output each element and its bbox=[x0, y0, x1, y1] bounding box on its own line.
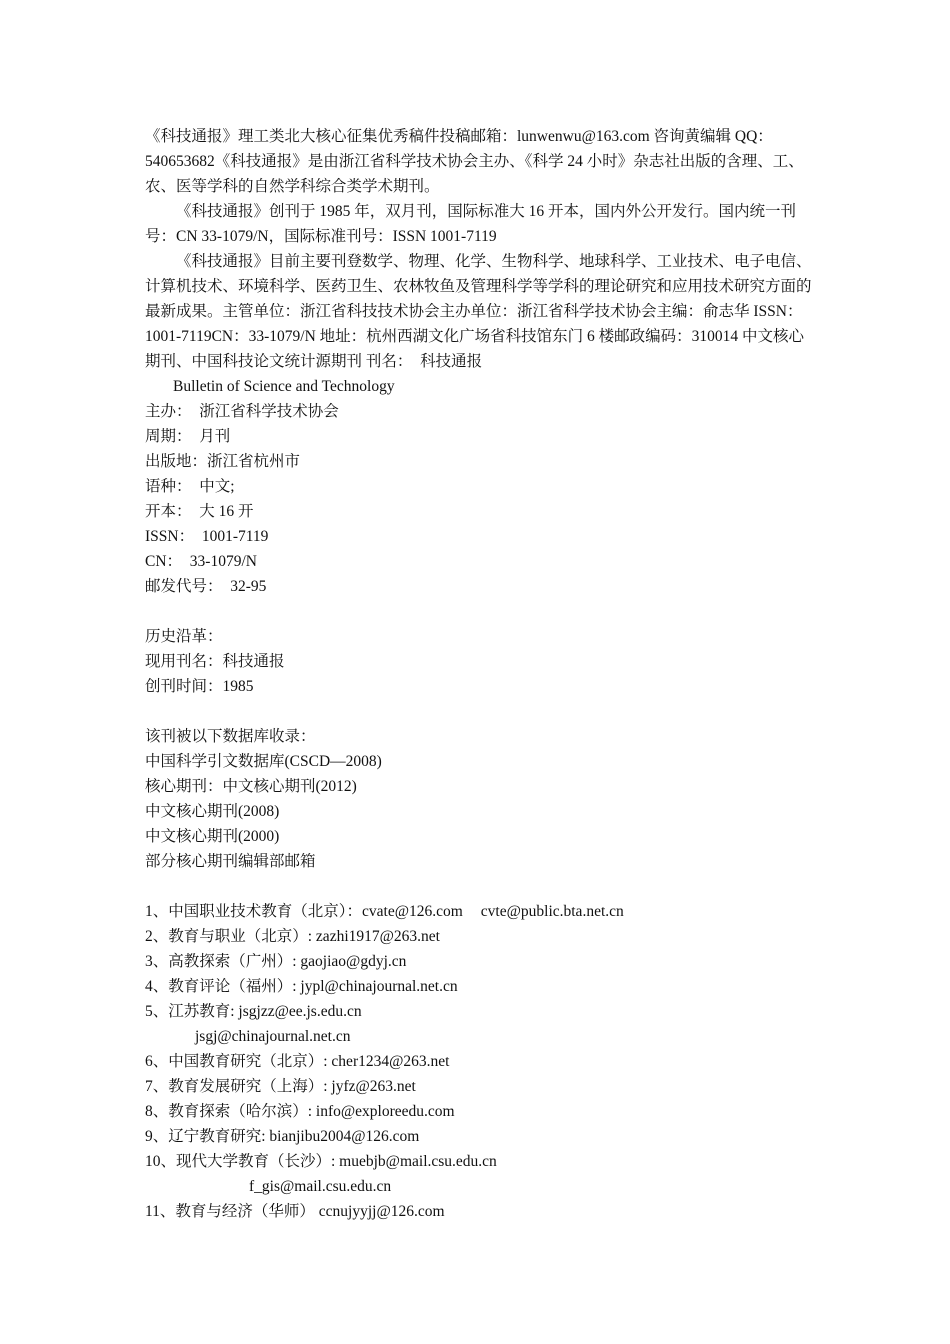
history-founded: 创刊时间：1985 bbox=[145, 678, 254, 695]
info-language: 语种： 中文; bbox=[145, 478, 235, 495]
info-postal-code: 邮发代号： 32-95 bbox=[145, 578, 267, 595]
english-journal-name: Bulletin of Science and Technology bbox=[173, 378, 395, 395]
info-format: 开本： 大 16 开 bbox=[145, 503, 254, 520]
intro-paragraph-2: 《科技通报》创刊于 1985 年，双月刊，国际标准大 16 开本，国内外公开发行。国内统一刊号：CN 33-1079/N，国际标准刊号：ISSN 1001-7119 bbox=[145, 203, 797, 245]
email-item-10-secondary: f_gis@mail.csu.edu.cn bbox=[249, 1178, 392, 1195]
database-item: 中文核心期刊(2008) bbox=[145, 803, 280, 820]
email-list-heading: 部分核心期刊编辑部邮箱 bbox=[145, 853, 316, 870]
spacer bbox=[145, 874, 815, 899]
email-item-11: 11、教育与经济（华师） ccnujyyjj@126.com bbox=[145, 1203, 445, 1220]
email-item-2: 2、教育与职业（北京）: zazhi1917@263.net bbox=[145, 928, 440, 945]
intro-paragraph-1: 《科技通报》理工类北大核心征集优秀稿件投稿邮箱：lunwenwu@163.com 咨询黄编辑 QQ：540653682《科技通报》是由浙江省科学技术协会主办、《科学 24 小时》杂志社出版的含理、工、农、医等学科的自然学科综合类学术期刊。 bbox=[145, 128, 804, 195]
database-heading: 该刊被以下数据库收录： bbox=[145, 728, 316, 745]
email-item-1 bbox=[145, 899, 815, 924]
info-sponsor: 主办： 浙江省科学技术协会 bbox=[145, 403, 339, 420]
email-item-9: 9、辽宁教育研究: bianjibu2004@126.com bbox=[145, 1128, 420, 1145]
database-item: 中文核心期刊(2000) bbox=[145, 828, 280, 845]
email-item-7: 7、教育发展研究（上海）: jyfz@263.net bbox=[145, 1078, 416, 1095]
intro-paragraph-3: 《科技通报》目前主要刊登数学、物理、化学、生物科学、地球科学、工业技术、电子电信、计算机技术、环境科学、医药卫生、农林牧鱼及管理科学等学科的理论研究和应用技术研究方面的最新成果。主管单位：浙江省科技技术协会主办单位：浙江省科学技术协会主编：俞志华 ISSN：1001-7119CN：33-1079/N 地址：杭州西湖文化广场省科技馆东门 6 楼邮政编码：310014 中文核心期刊、中国科技论文统计源期刊 刊名： 科技通报 bbox=[145, 253, 812, 370]
spacer bbox=[145, 599, 815, 624]
email-item-1-secondary: cvte@public.bta.net.cn bbox=[480, 903, 624, 920]
email-item-8: 8、教育探索（哈尔滨）: info@exploreedu.com bbox=[145, 1103, 455, 1120]
info-publication-place: 出版地：浙江省杭州市 bbox=[145, 453, 301, 470]
email-item-3: 3、高教探索（广州）: gaojiao@gdyj.cn bbox=[145, 953, 407, 970]
info-period: 周期： 月刊 bbox=[145, 428, 231, 445]
info-issn: ISSN： 1001-7119 bbox=[145, 528, 269, 545]
email-item-1-primary: 1、中国职业技术教育（北京）：cvate@126.com bbox=[145, 903, 463, 920]
history-current-name: 现用刊名：科技通报 bbox=[145, 653, 285, 670]
email-item-4: 4、教育评论（福州）: jypl@chinajournal.net.cn bbox=[145, 978, 458, 995]
history-heading: 历史沿革： bbox=[145, 628, 223, 645]
info-cn: CN： 33-1079/N bbox=[145, 553, 257, 570]
email-item-6: 6、中国教育研究（北京）: cher1234@263.net bbox=[145, 1053, 450, 1070]
database-item: 中国科学引文数据库(CSCD—2008) bbox=[145, 753, 382, 770]
email-item-5-secondary: jsgj@chinajournal.net.cn bbox=[195, 1028, 351, 1045]
document-page bbox=[145, 124, 815, 1224]
database-item: 核心期刊：中文核心期刊(2012) bbox=[145, 778, 357, 795]
spacer bbox=[145, 699, 815, 724]
email-item-5: 5、江苏教育: jsgjzz@ee.js.edu.cn bbox=[145, 1003, 362, 1020]
email-item-10: 10、现代大学教育（长沙）: muebjb@mail.csu.edu.cn bbox=[145, 1153, 497, 1170]
